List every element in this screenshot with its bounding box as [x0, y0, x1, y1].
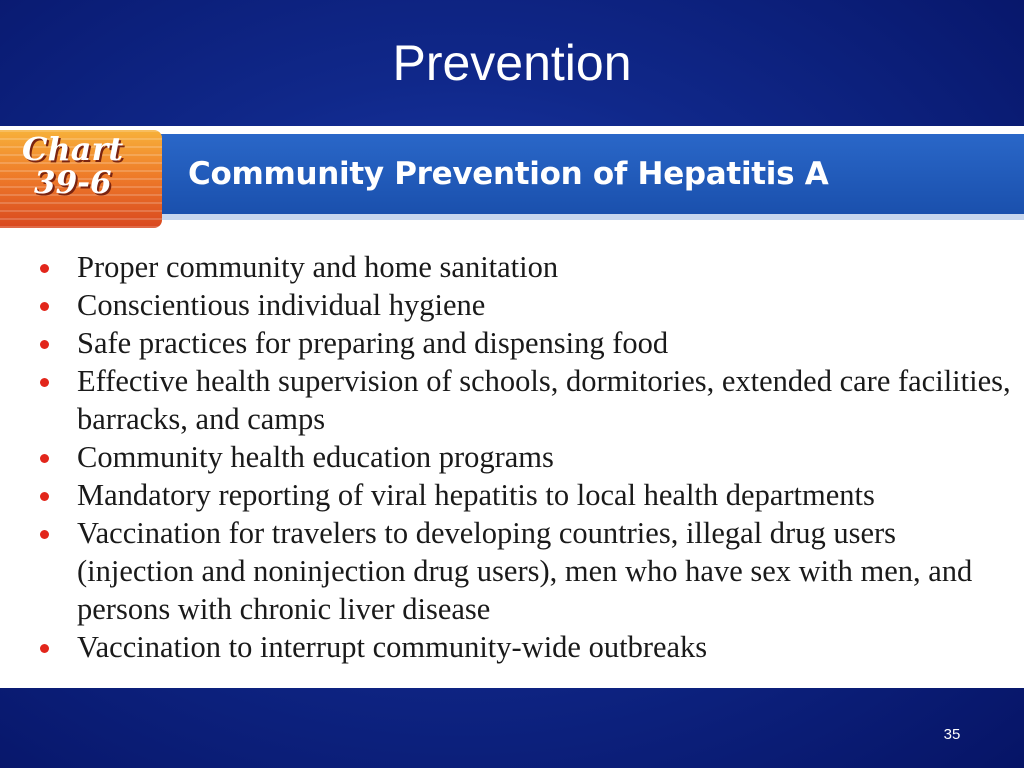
list-item-text: Effective health supervision of schools, dormitories, extended care facilities, barracks, and camps [77, 364, 1011, 436]
list-item [36, 324, 1016, 362]
prevention-list [36, 248, 1016, 666]
list-item-text: Community health education programs [77, 440, 554, 474]
list-item-text: Conscientious individual hygiene [77, 288, 486, 322]
bullet-icon [40, 302, 49, 311]
list-item [36, 362, 1016, 438]
bullet-icon [40, 530, 49, 539]
chart-header [0, 126, 1024, 230]
slide-number: 35 [943, 726, 961, 743]
chart-figure [0, 126, 1024, 688]
chart-badge [0, 130, 162, 228]
bullet-icon [40, 340, 49, 349]
chart-badge-number: 39-6 [34, 165, 112, 201]
list-item-text: Mandatory reporting of viral hepatitis to local health departments [77, 478, 875, 512]
slide-title: Prevention [392, 35, 632, 91]
chart-badge-label: Chart [22, 130, 124, 168]
list-item-text: Safe practices for preparing and dispensing food [77, 326, 669, 360]
list-item-text: Vaccination for travelers to developing countries, illegal drug users (injection and noninjection drug users), men who have sex with men, and persons with chronic liver disease [77, 516, 973, 626]
list-item [36, 248, 1016, 286]
list-item [36, 476, 1016, 514]
list-item [36, 514, 1016, 628]
bullet-icon [40, 644, 49, 653]
list-item-text: Proper community and home sanitation [77, 250, 559, 284]
list-item [36, 628, 1016, 666]
chart-heading: Community Prevention of Hepatitis A [188, 156, 829, 192]
bullet-icon [40, 264, 49, 273]
list-item [36, 438, 1016, 476]
list-item-text: Vaccination to interrupt community-wide outbreaks [77, 630, 708, 664]
bullet-icon [40, 378, 49, 387]
bullet-icon [40, 454, 49, 463]
list-item [36, 286, 1016, 324]
bullet-icon [40, 492, 49, 501]
